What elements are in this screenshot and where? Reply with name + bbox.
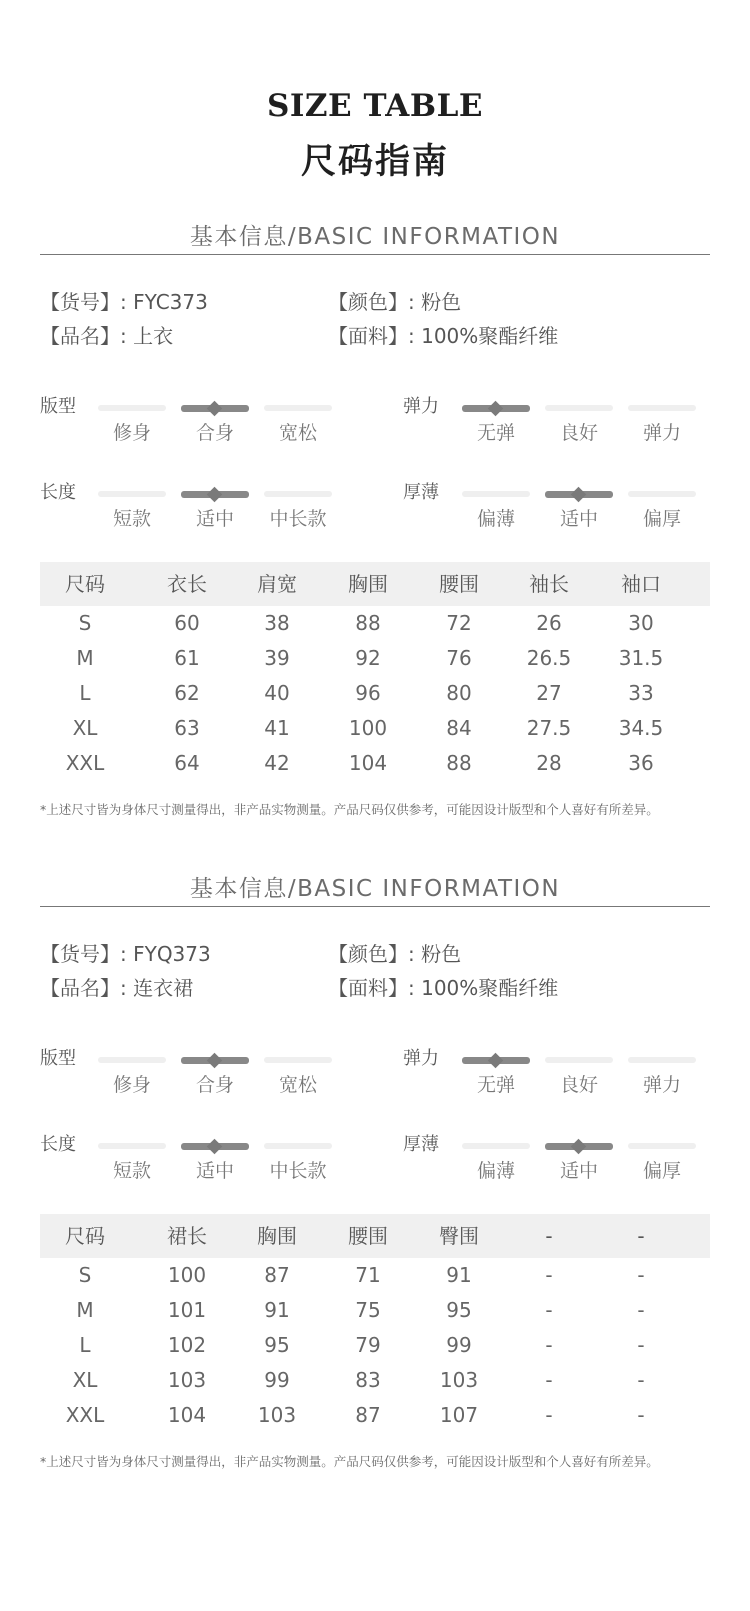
table-cell: 79: [355, 1333, 381, 1357]
table-row: [40, 1293, 710, 1328]
indicator-bar: [264, 405, 332, 411]
table-cell: 87: [264, 1263, 290, 1287]
table-cell: -: [545, 1368, 553, 1392]
attribute-option: 无弹: [476, 1074, 515, 1096]
table-cell: 101: [167, 1298, 207, 1322]
table-cell: 83: [355, 1368, 381, 1392]
table-cell: 27.5: [526, 716, 572, 740]
table-cell: 26: [536, 611, 562, 635]
section-divider: [40, 254, 710, 255]
indicator-bar: [628, 1143, 696, 1149]
table-cell: 60: [174, 611, 200, 635]
diamond-marker-icon: [207, 1053, 223, 1069]
table-row: [40, 711, 710, 746]
table-cell: 88: [355, 611, 381, 635]
table-header-cell: -: [545, 1224, 553, 1248]
table-cell: 40: [264, 681, 290, 705]
attribute-label: 弹力: [403, 396, 439, 417]
table-cell: XXL: [65, 1403, 105, 1427]
indicator-bar: [264, 1143, 332, 1149]
table-row: [40, 746, 710, 781]
table-row: [40, 1363, 710, 1398]
selected-indicator-bar: [545, 1143, 613, 1150]
diamond-marker-icon: [571, 487, 587, 503]
size-table: [40, 562, 710, 781]
table-cell: 103: [257, 1403, 297, 1427]
attribute-option: 弹力: [642, 422, 681, 444]
attribute-option: 弹力: [642, 1074, 681, 1096]
attribute-label: 长度: [40, 482, 76, 503]
indicator-bar: [628, 491, 696, 497]
table-cell: 71: [355, 1263, 381, 1287]
indicator-bar: [98, 1143, 166, 1149]
table-cell: 104: [348, 751, 388, 775]
indicator-bar: [264, 491, 332, 497]
table-cell: -: [637, 1263, 645, 1287]
table-header-cell: 腰围: [439, 572, 479, 596]
table-row: [40, 1398, 710, 1433]
table-cell: XL: [72, 1368, 98, 1392]
indicator-bar: [98, 1057, 166, 1063]
table-cell: 91: [446, 1263, 472, 1287]
table-header: [40, 562, 710, 606]
table-cell: 107: [439, 1403, 479, 1427]
table-row: [40, 641, 710, 676]
attribute-option: 适中: [559, 508, 598, 530]
info-section: [0, 870, 750, 1510]
table-cell: M: [76, 646, 94, 670]
attribute-option: 中长款: [269, 1160, 327, 1182]
attribute-label: 厚薄: [403, 1134, 439, 1155]
item-fabric: 【面料】: 100%聚酯纤维: [328, 976, 559, 1000]
attribute-option: 偏薄: [476, 508, 515, 530]
attribute-label: 长度: [40, 1134, 76, 1155]
title-english: SIZE TABLE: [267, 88, 483, 124]
diamond-marker-icon: [488, 1053, 504, 1069]
item-color: 【颜色】: 粉色: [328, 290, 462, 314]
table-cell: -: [545, 1333, 553, 1357]
table-row: [40, 606, 710, 641]
table-cell: 76: [446, 646, 472, 670]
attribute-label: 弹力: [403, 1048, 439, 1069]
table-cell: 34.5: [618, 716, 664, 740]
table-cell: 88: [446, 751, 472, 775]
item-number: 【货号】: FYC373: [40, 290, 208, 314]
table-cell: -: [545, 1298, 553, 1322]
diamond-marker-icon: [207, 487, 223, 503]
table-cell: 100: [167, 1263, 207, 1287]
table-cell: 102: [167, 1333, 207, 1357]
table-cell: 103: [439, 1368, 479, 1392]
attribute-option: 适中: [559, 1160, 598, 1182]
table-cell: -: [637, 1298, 645, 1322]
diamond-marker-icon: [207, 401, 223, 417]
attribute-option: 适中: [195, 1160, 234, 1182]
indicator-bar: [98, 491, 166, 497]
table-cell: 95: [446, 1298, 472, 1322]
table-header-cell: 腰围: [348, 1224, 388, 1248]
table-cell: 72: [446, 611, 472, 635]
table-cell: 28: [536, 751, 562, 775]
attribute-option: 合身: [195, 1074, 234, 1096]
section-divider: [40, 906, 710, 907]
attribute-label: 版型: [40, 1048, 76, 1069]
indicator-bar: [628, 405, 696, 411]
selected-indicator-bar: [181, 491, 249, 498]
selected-indicator-bar: [462, 405, 530, 412]
attribute-option: 偏厚: [642, 508, 681, 530]
attribute-option: 短款: [112, 1160, 151, 1182]
table-cell: S: [78, 611, 92, 635]
table-cell: 100: [348, 716, 388, 740]
attribute-option: 宽松: [278, 1074, 317, 1096]
table-header-cell: 裙长: [167, 1224, 207, 1248]
info-section: [0, 218, 750, 858]
table-header-cell: 胸围: [348, 572, 388, 596]
attribute-option: 宽松: [278, 422, 317, 444]
attribute-option: 良好: [559, 1074, 598, 1096]
size-note: *上述尺寸皆为身体尺寸测量得出，非产品实物测量。产品尺码仅供参考，可能因设计版型和个人喜好有所差异。: [40, 1454, 659, 1469]
attribute-option: 适中: [195, 508, 234, 530]
indicator-bar: [545, 1057, 613, 1063]
table-cell: 96: [355, 681, 381, 705]
size-note: *上述尺寸皆为身体尺寸测量得出，非产品实物测量。产品尺码仅供参考，可能因设计版型和个人喜好有所差异。: [40, 802, 659, 817]
table-cell: 104: [167, 1403, 207, 1427]
table-cell: 30: [628, 611, 654, 635]
table-header-cell: 袖口: [621, 572, 661, 596]
table-cell: 92: [355, 646, 381, 670]
item-color: 【颜色】: 粉色: [328, 942, 462, 966]
table-header-cell: 尺码: [65, 1224, 105, 1248]
attribute-option: 良好: [559, 422, 598, 444]
table-header-cell: 衣长: [167, 572, 207, 596]
table-header-cell: 胸围: [257, 1224, 297, 1248]
attribute-label: 厚薄: [403, 482, 439, 503]
selected-indicator-bar: [181, 1057, 249, 1064]
item-name: 【品名】: 连衣裙: [40, 976, 194, 1000]
indicator-bar: [98, 405, 166, 411]
table-row: [40, 1328, 710, 1363]
indicator-bar: [462, 491, 530, 497]
table-cell: 103: [167, 1368, 207, 1392]
table-cell: 80: [446, 681, 472, 705]
table-cell: 61: [174, 646, 200, 670]
table-cell: L: [79, 1333, 91, 1357]
selected-indicator-bar: [462, 1057, 530, 1064]
table-cell: 99: [264, 1368, 290, 1392]
table-cell: S: [78, 1263, 92, 1287]
item-fabric: 【面料】: 100%聚酯纤维: [328, 324, 559, 348]
table-cell: 38: [264, 611, 290, 635]
table-cell: L: [79, 681, 91, 705]
table-cell: 91: [264, 1298, 290, 1322]
table-cell: -: [545, 1263, 553, 1287]
table-header-cell: 袖长: [529, 572, 569, 596]
table-header-cell: -: [637, 1224, 645, 1248]
item-number: 【货号】: FYQ373: [40, 942, 211, 966]
table-cell: 33: [628, 681, 654, 705]
table-cell: -: [545, 1403, 553, 1427]
indicator-bar: [462, 1143, 530, 1149]
table-cell: 63: [174, 716, 200, 740]
table-header: [40, 1214, 710, 1258]
selected-indicator-bar: [181, 405, 249, 412]
table-cell: 64: [174, 751, 200, 775]
diamond-marker-icon: [207, 1139, 223, 1155]
diamond-marker-icon: [571, 1139, 587, 1155]
table-header-cell: 肩宽: [257, 572, 297, 596]
indicator-bar: [545, 405, 613, 411]
size-table: [40, 1214, 710, 1433]
table-cell: 27: [536, 681, 562, 705]
table-cell: -: [637, 1333, 645, 1357]
selected-indicator-bar: [545, 491, 613, 498]
attribute-option: 合身: [195, 422, 234, 444]
table-cell: 36: [628, 751, 654, 775]
table-cell: 41: [264, 716, 290, 740]
table-cell: XL: [72, 716, 98, 740]
attribute-option: 中长款: [269, 508, 327, 530]
table-row: [40, 676, 710, 711]
section-heading: 基本信息/BASIC INFORMATION: [189, 876, 561, 902]
title-chinese: 尺码指南: [300, 141, 449, 182]
indicator-bar: [628, 1057, 696, 1063]
table-cell: 26.5: [526, 646, 572, 670]
table-cell: 39: [264, 646, 290, 670]
table-cell: 84: [446, 716, 472, 740]
attribute-option: 偏厚: [642, 1160, 681, 1182]
table-cell: 42: [264, 751, 290, 775]
section-heading: 基本信息/BASIC INFORMATION: [189, 224, 561, 250]
indicator-bar: [264, 1057, 332, 1063]
attribute-label: 版型: [40, 396, 76, 417]
attribute-option: 偏薄: [476, 1160, 515, 1182]
table-cell: 99: [446, 1333, 472, 1357]
table-cell: -: [637, 1368, 645, 1392]
table-cell: XXL: [65, 751, 105, 775]
table-cell: 62: [174, 681, 200, 705]
table-cell: -: [637, 1403, 645, 1427]
table-cell: 31.5: [618, 646, 664, 670]
table-cell: 87: [355, 1403, 381, 1427]
item-name: 【品名】: 上衣: [40, 324, 174, 348]
table-header-cell: 尺码: [65, 572, 105, 596]
table-header-cell: 臀围: [439, 1224, 479, 1248]
attribute-option: 无弹: [476, 422, 515, 444]
attribute-option: 修身: [112, 422, 151, 444]
diamond-marker-icon: [488, 401, 504, 417]
table-cell: 75: [355, 1298, 381, 1322]
attribute-option: 短款: [112, 508, 151, 530]
attribute-option: 修身: [112, 1074, 151, 1096]
table-cell: 95: [264, 1333, 290, 1357]
table-row: [40, 1258, 710, 1293]
table-cell: M: [76, 1298, 94, 1322]
selected-indicator-bar: [181, 1143, 249, 1150]
